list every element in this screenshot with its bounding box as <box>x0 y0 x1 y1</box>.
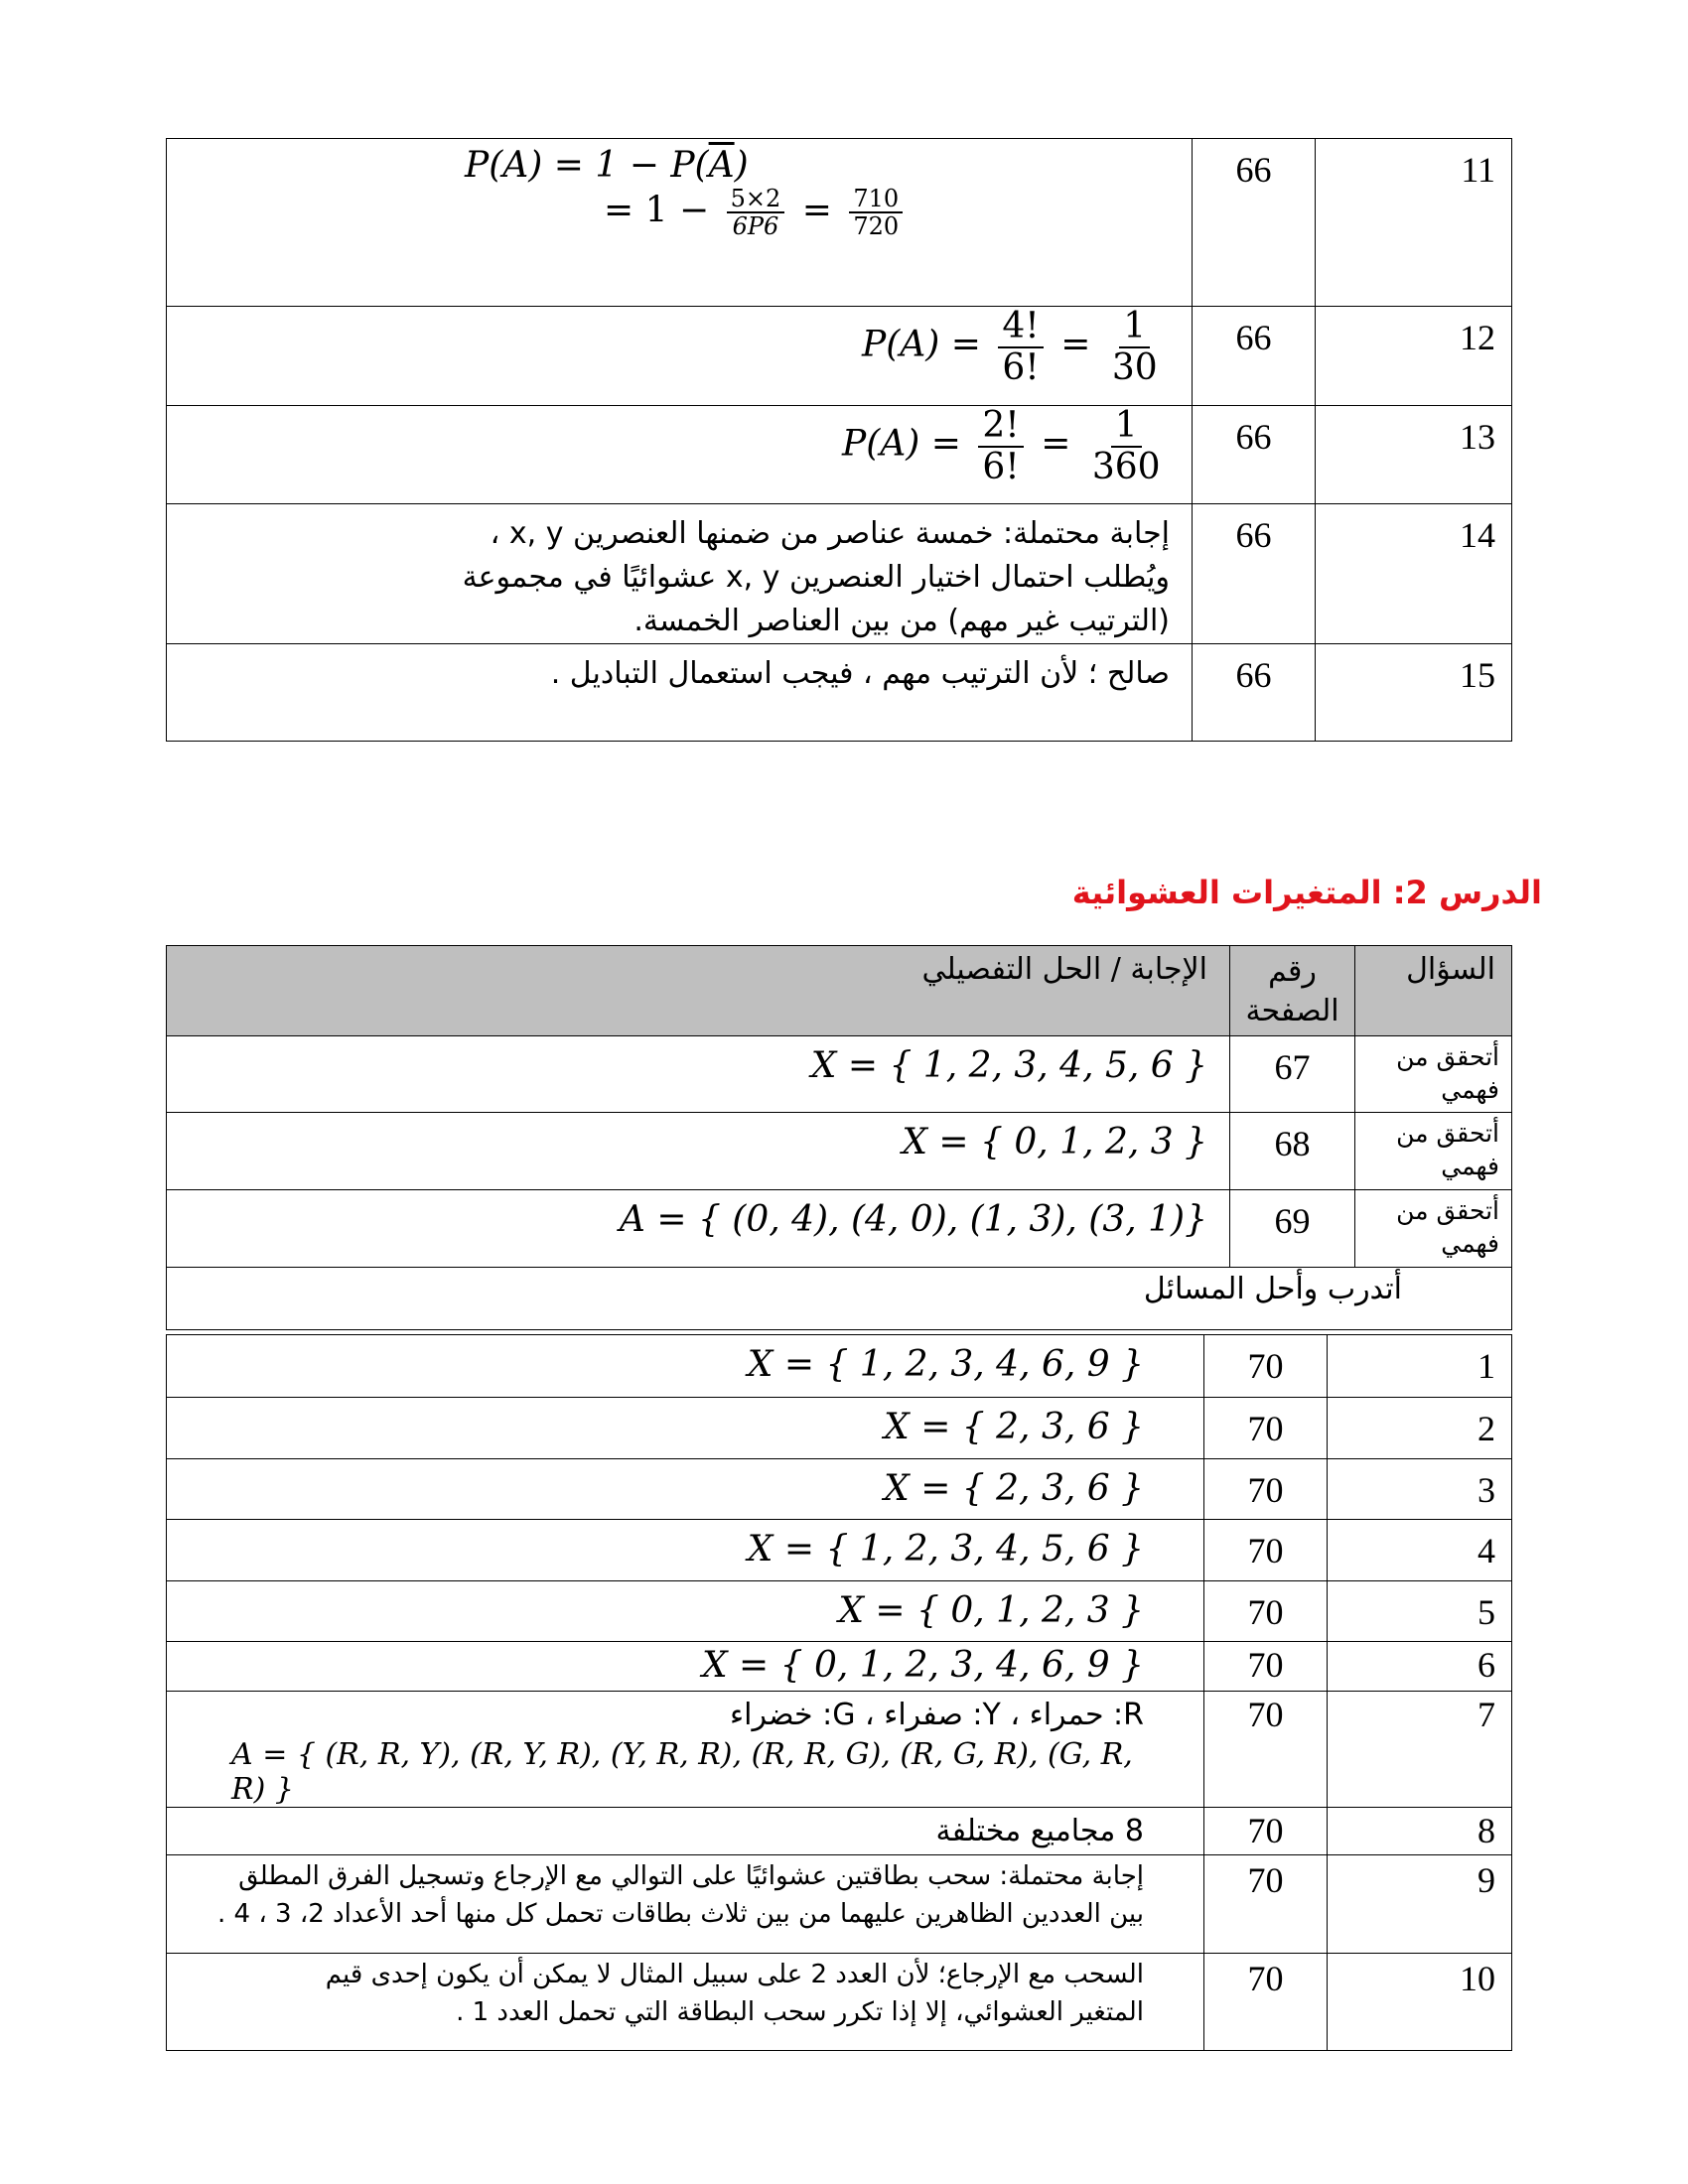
math-text: = <box>801 190 832 231</box>
math-line <box>167 186 1192 240</box>
answer-cell <box>167 1581 1204 1642</box>
math-line <box>167 307 1192 387</box>
answers-table-1 <box>166 138 1512 742</box>
fraction <box>1088 406 1165 486</box>
math-text: X = { 0, 1, 2, 3, 4, 6, 9 } <box>701 1645 1144 1686</box>
table-row <box>167 1398 1512 1459</box>
math-text: P(A) = 1 − P( <box>465 145 709 186</box>
answer-cell <box>167 1113 1230 1190</box>
math-text: P(A) = <box>842 423 961 465</box>
denominator: 30 <box>1111 346 1158 388</box>
answer-cell <box>167 307 1193 406</box>
question-number: 3 <box>1328 1459 1512 1520</box>
math-text: $\overline{A}$ <box>708 145 735 186</box>
answer-cell <box>167 139 1193 307</box>
numerator: 2! <box>978 406 1023 448</box>
table-row <box>167 1808 1512 1855</box>
math-text: A = { (0, 4), (4, 0), (1, 3), (3, 1)} <box>619 1199 1207 1240</box>
answers-table-3 <box>166 1334 1512 2051</box>
math-text: = <box>1041 423 1071 465</box>
page-number: 66 <box>1193 644 1316 742</box>
table-row <box>167 1335 1512 1398</box>
page-number: 67 <box>1230 1036 1355 1113</box>
page-number: 66 <box>1193 139 1316 307</box>
fraction <box>727 186 785 240</box>
page-number: 70 <box>1204 1335 1328 1398</box>
numerator: 5×2 <box>727 186 785 213</box>
question-number: 12 <box>1316 307 1512 406</box>
answer-text: 8 مجاميع مختلفة <box>167 1808 1204 1855</box>
table-row <box>167 1113 1512 1190</box>
question-number: 8 <box>1328 1808 1512 1855</box>
answer-cell <box>167 1190 1230 1268</box>
fraction <box>998 307 1043 387</box>
question-number: 9 <box>1328 1855 1512 1954</box>
math-text: X = { 2, 3, 6 } <box>884 1407 1144 1447</box>
answer-text: إجابة محتملة: سحب بطاقتين عشوائيًا على التوالي مع الإرجاع وتسجيل الفرق المطلق بين العددين الظاهرين عليهما من بين ثلاث بطاقات تحمل كل منها أحد الأعداد 2، 3 ، 4 . <box>167 1855 1204 1954</box>
numerator: 710 <box>849 186 903 213</box>
math-text: X = { 1, 2, 3, 4, 5, 6 } <box>747 1529 1144 1570</box>
header-question: السؤال <box>1355 946 1512 1036</box>
math-text: X = { 0, 1, 2, 3 } <box>902 1122 1207 1162</box>
question-number: 4 <box>1328 1520 1512 1581</box>
header-answer: الإجابة / الحل التفصيلي <box>167 946 1230 1036</box>
table-row <box>167 139 1512 307</box>
question-number: 2 <box>1328 1398 1512 1459</box>
table-row <box>167 1036 1512 1113</box>
math-text: X = { 2, 3, 6 } <box>884 1468 1144 1509</box>
page-number: 68 <box>1230 1113 1355 1190</box>
math-text: = <box>1060 324 1091 365</box>
page-number: 70 <box>1204 1954 1328 2051</box>
table-row <box>167 1268 1512 1330</box>
practice-label: أتدرب وأحل المسائل <box>167 1268 1512 1330</box>
fraction <box>849 186 903 240</box>
page-number: 70 <box>1204 1855 1328 1954</box>
answers-table-2 <box>166 945 1512 1330</box>
answer-cell <box>167 406 1193 504</box>
math-text: = 1 − <box>604 190 710 231</box>
numerator: 4! <box>998 307 1043 348</box>
question-number: 6 <box>1328 1642 1512 1692</box>
table-row <box>167 504 1512 644</box>
question-number: 5 <box>1328 1581 1512 1642</box>
table-row <box>167 1520 1512 1581</box>
page-number: 66 <box>1193 307 1316 406</box>
answer-text: إجابة محتملة: خمسة عناصر من ضمنها العنصرين x, y ، ويُطلب احتمال اختيار العنصرين x, y عشوائيًا في مجموعة (الترتيب غير مهم) من بين العناصر الخمسة. <box>167 504 1193 644</box>
table-header <box>167 946 1512 1036</box>
page-number: 70 <box>1204 1581 1328 1642</box>
numerator: 1 <box>1119 307 1150 348</box>
table-row <box>167 1190 1512 1268</box>
table-row <box>167 1954 1512 2051</box>
question-number: 7 <box>1328 1692 1512 1808</box>
fraction <box>978 406 1023 486</box>
answer-text: صالح ؛ لأن الترتيب مهم ، فيجب استعمال التباديل . <box>167 644 1193 742</box>
table-row <box>167 1642 1512 1692</box>
page-number: 66 <box>1193 406 1316 504</box>
section-title: الدرس 2: المتغيرات العشوائية <box>1071 874 1542 911</box>
answer-cell <box>167 1398 1204 1459</box>
denominator: 360 <box>1091 446 1161 487</box>
math-text: X = { 0, 1, 2, 3 } <box>838 1590 1144 1631</box>
page-number: 70 <box>1204 1808 1328 1855</box>
denominator: 720 <box>853 212 900 241</box>
answer-cell <box>167 1642 1204 1692</box>
math-text: A = { (R, R, Y), (R, Y, R), (Y, R, R), (R, R, G), (R, G, R), (G, R, R) } <box>231 1737 1133 1807</box>
question-number: 10 <box>1328 1954 1512 2051</box>
question-number: 11 <box>1316 139 1512 307</box>
math-line <box>167 406 1192 486</box>
page-number: 70 <box>1204 1692 1328 1808</box>
page-number: 69 <box>1230 1190 1355 1268</box>
question-number: 13 <box>1316 406 1512 504</box>
table-row <box>167 307 1512 406</box>
math-text: X = { 1, 2, 3, 4, 5, 6 } <box>810 1045 1207 1086</box>
table-row <box>167 644 1512 742</box>
table-row <box>167 1459 1512 1520</box>
question-number: 15 <box>1316 644 1512 742</box>
denominator: 6P6 <box>732 212 779 241</box>
math-line <box>167 139 1192 186</box>
numerator: 1 <box>1111 406 1142 448</box>
answer-text: R: حمراء ، Y: صفراء ، G: خضراء <box>730 1698 1144 1732</box>
question-number: 1 <box>1328 1335 1512 1398</box>
page-number: 70 <box>1204 1642 1328 1692</box>
math-text: P(A) = <box>862 324 981 365</box>
page-number: 70 <box>1204 1398 1328 1459</box>
question-label: أتحقق من فهمي <box>1355 1190 1512 1268</box>
table-row <box>167 406 1512 504</box>
table-row <box>167 1581 1512 1642</box>
page-number: 70 <box>1204 1520 1328 1581</box>
answer-text: السحب مع الإرجاع؛ لأن العدد 2 على سبيل المثال لا يمكن أن يكون إحدى قيم المتغير العشوائي، إلا إذا تكرر سحب البطاقة التي تحمل العدد 1 . <box>167 1954 1204 2051</box>
math-text: X = { 1, 2, 3, 4, 6, 9 } <box>747 1344 1144 1385</box>
question-label: أتحقق من فهمي <box>1355 1036 1512 1113</box>
answer-cell <box>167 1692 1204 1808</box>
page-number: 70 <box>1204 1459 1328 1520</box>
question-label: أتحقق من فهمي <box>1355 1113 1512 1190</box>
denominator: 6! <box>1002 346 1040 388</box>
math-text: ) <box>734 145 749 186</box>
answer-cell <box>167 1036 1230 1113</box>
table-row <box>167 1855 1512 1954</box>
answer-cell <box>167 1335 1204 1398</box>
answer-cell <box>167 1520 1204 1581</box>
denominator: 6! <box>982 446 1020 487</box>
answer-cell <box>167 1459 1204 1520</box>
table-row <box>167 1692 1512 1808</box>
page-number: 66 <box>1193 504 1316 644</box>
fraction <box>1108 307 1162 387</box>
question-number: 14 <box>1316 504 1512 644</box>
header-page: رقم الصفحة <box>1230 946 1355 1036</box>
